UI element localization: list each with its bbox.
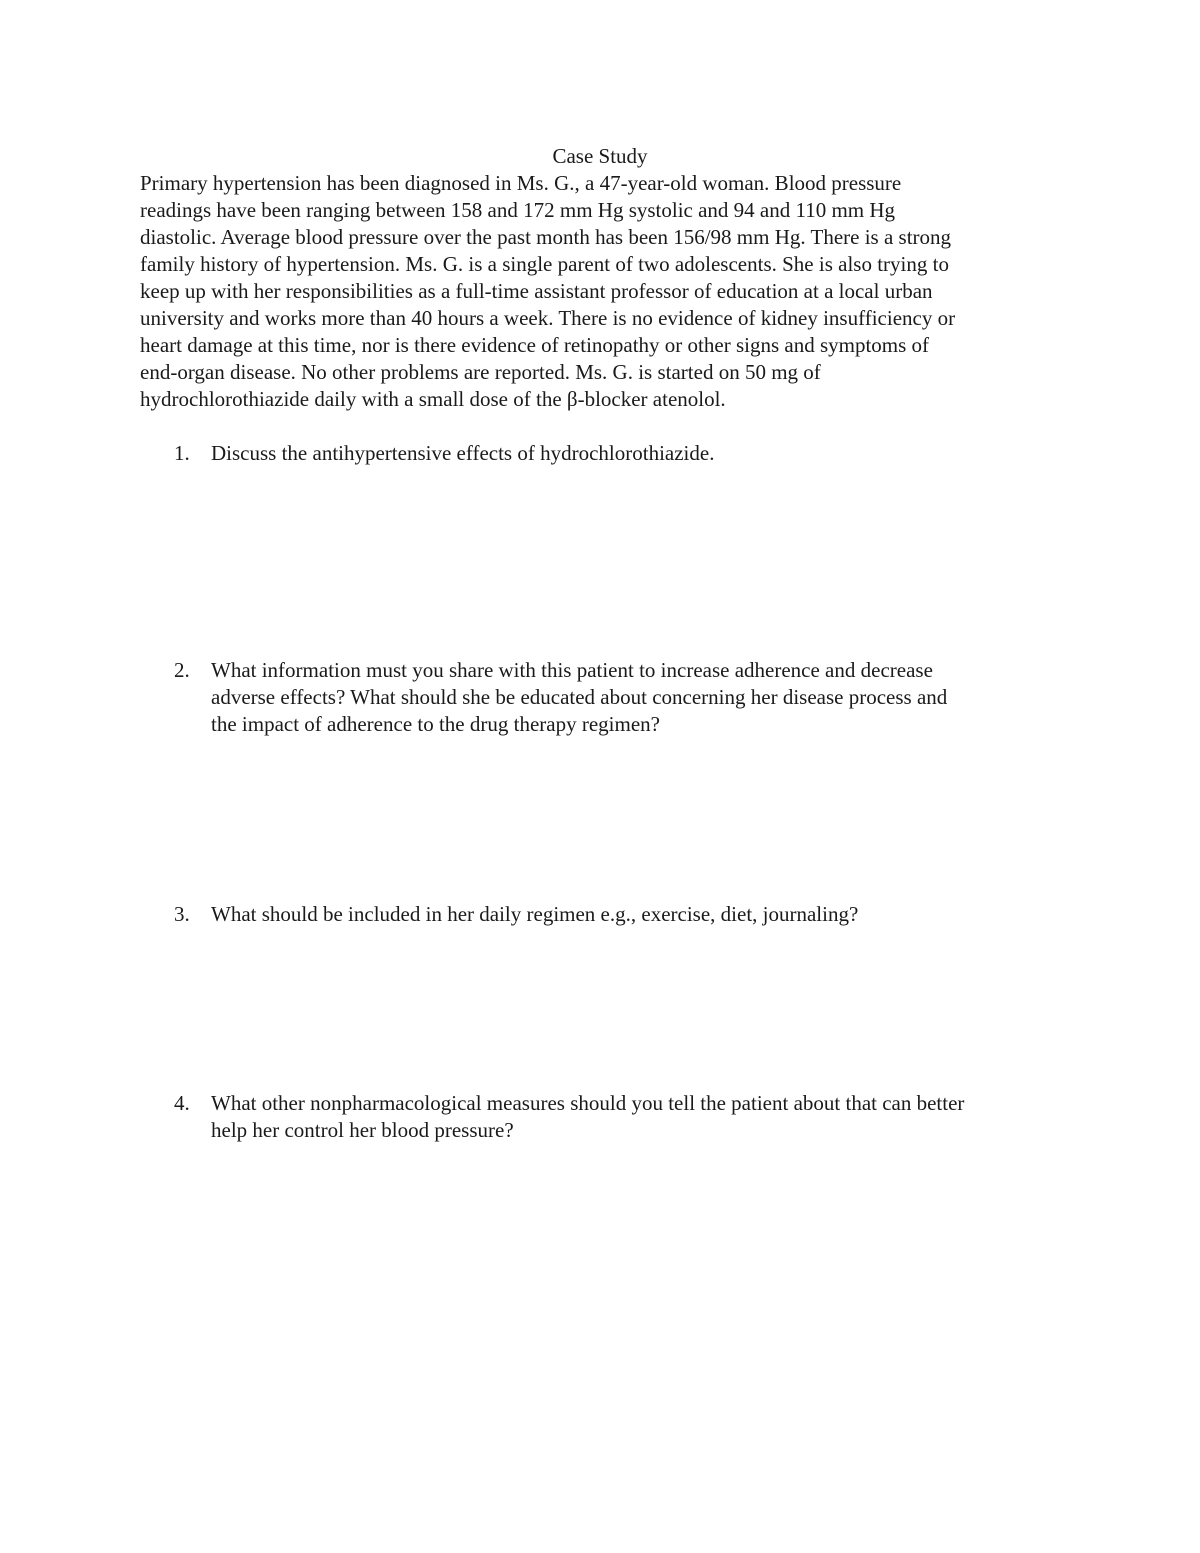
case-description-line: university and works more than 40 hours a week. There is no evidence of kidney insufficiency or xyxy=(140,306,956,330)
question-text-line: What should be included in her daily regimen e.g., exercise, diet, journaling? xyxy=(211,902,859,926)
question-text-line: Discuss the antihypertensive effects of hydrochlorothiazide. xyxy=(211,441,715,465)
case-description-line: end-organ disease. No other problems are reported. Ms. G. is started on 50 mg of xyxy=(140,360,821,384)
question-text xyxy=(211,657,1071,738)
question-text xyxy=(211,901,1071,928)
question-number: 1. xyxy=(174,441,190,465)
question-text xyxy=(211,1090,1071,1144)
question-number: 3. xyxy=(174,902,190,926)
case-description-line: diastolic. Average blood pressure over the past month has been 156/98 mm Hg. There is a strong xyxy=(140,225,952,249)
case-description-line: Primary hypertension has been diagnosed in Ms. G., a 47-year-old woman. Blood pressure xyxy=(140,171,902,195)
case-description-line: heart damage at this time, nor is there evidence of retinopathy or other signs and symptoms of xyxy=(140,333,930,357)
case-description-line: keep up with her responsibilities as a full-time assistant professor of education at a local urban xyxy=(140,279,933,303)
case-description xyxy=(140,170,1070,413)
question-text-line: the impact of adherence to the drug therapy regimen? xyxy=(211,712,660,736)
question-text-line: adverse effects? What should she be educated about concerning her disease process and xyxy=(211,685,948,709)
case-description-line: family history of hypertension. Ms. G. is a single parent of two adolescents. She is also trying to xyxy=(140,252,949,276)
document-title: Case Study xyxy=(552,144,648,168)
case-description-line: readings have been ranging between 158 and 172 mm Hg systolic and 94 and 110 mm Hg xyxy=(140,198,896,222)
question-text-line: help her control her blood pressure? xyxy=(211,1118,514,1142)
question-text-line: What other nonpharmacological measures should you tell the patient about that can better xyxy=(211,1091,965,1115)
case-description-line: hydrochlorothiazide daily with a small dose of the β-blocker atenolol. xyxy=(140,387,726,411)
question-number: 4. xyxy=(174,1091,190,1115)
question-number: 2. xyxy=(174,658,190,682)
question-text-line: What information must you share with this patient to increase adherence and decrease xyxy=(211,658,933,682)
question-text xyxy=(211,440,1071,467)
